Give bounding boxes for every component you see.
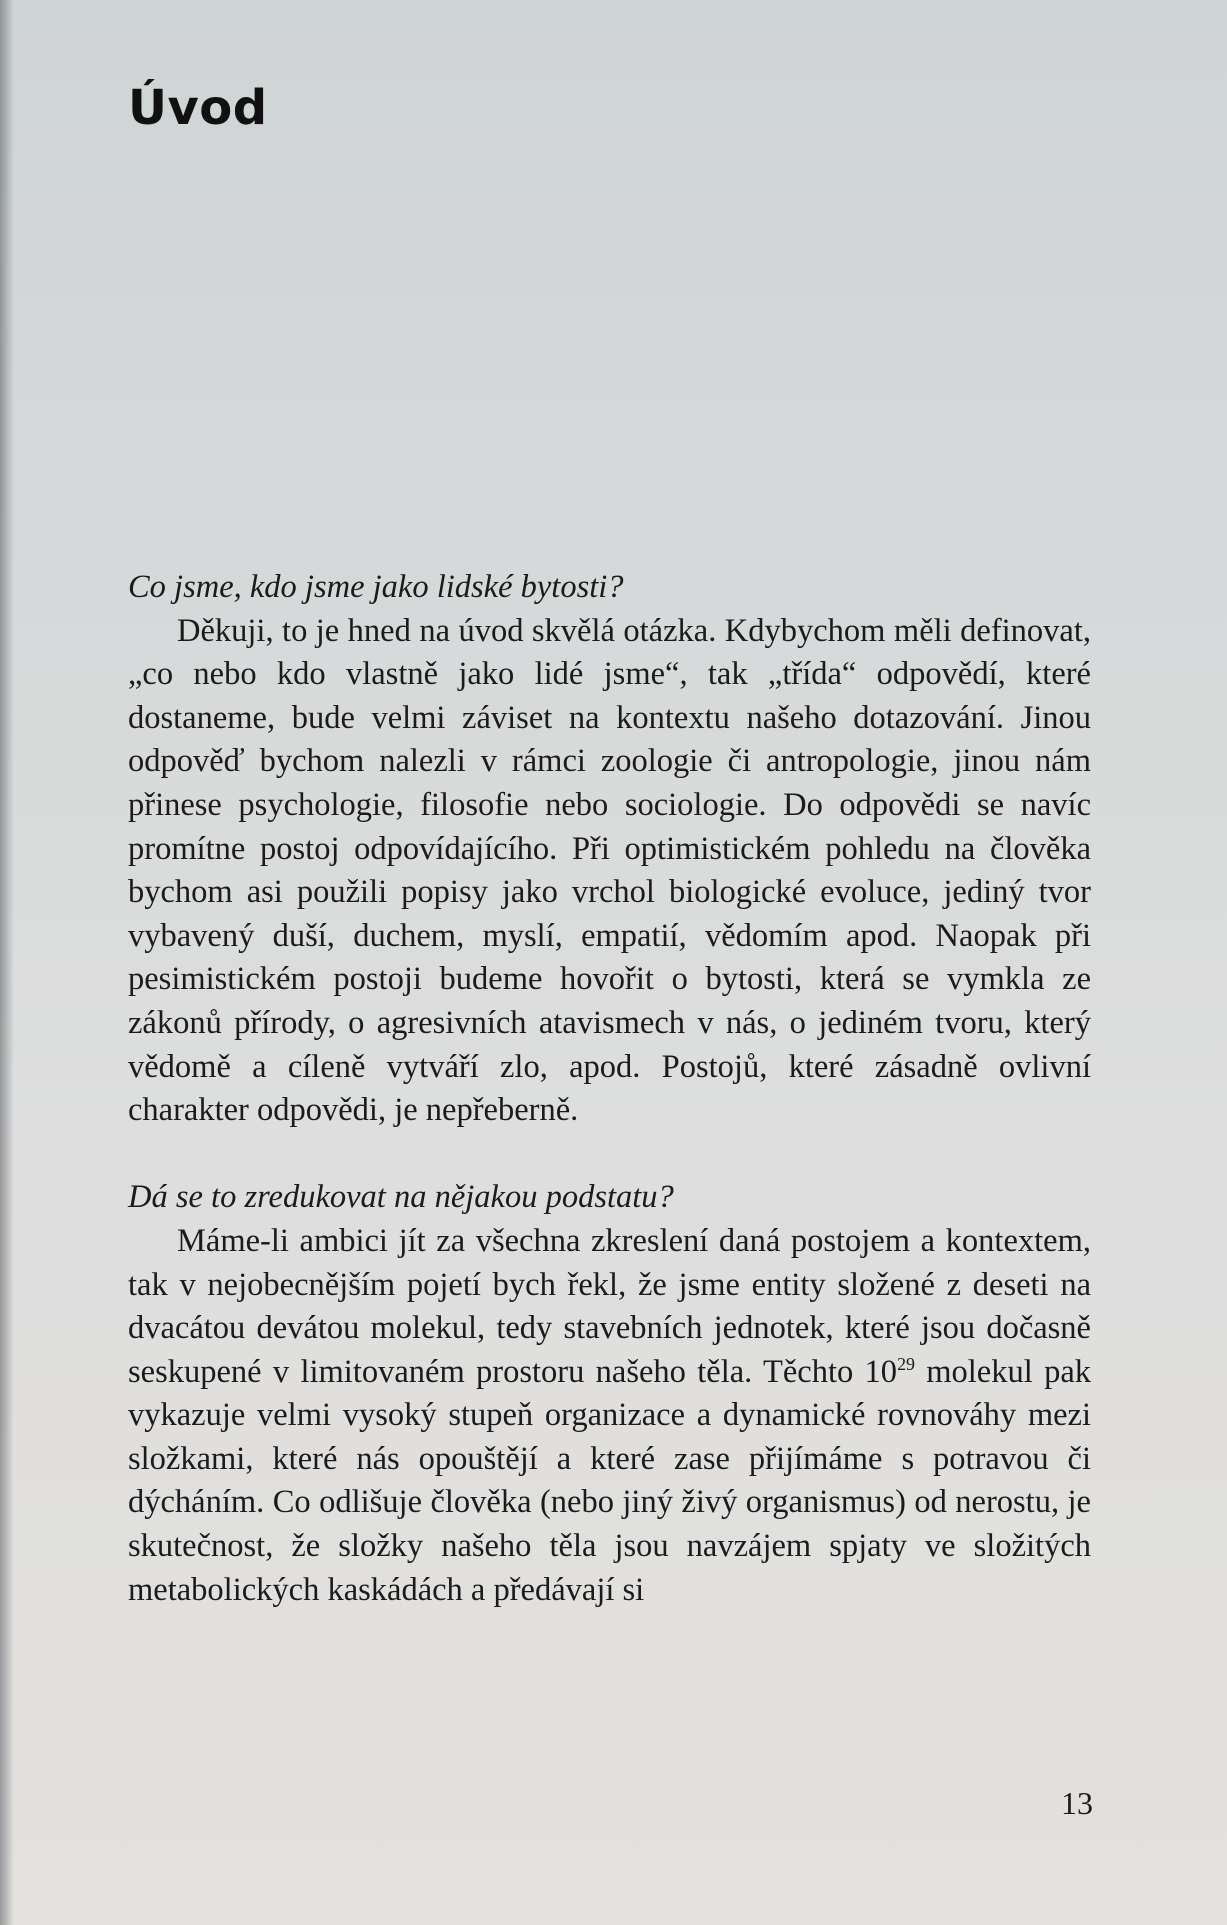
section-paragraph-2	[128, 1220, 1091, 1612]
body-text	[128, 566, 1091, 1612]
paragraph-2-part-1: Máme-li ambici jít za všechna zkreslení daná postojem a kontextem, tak v nejobecnějším pojetí bych řekl, že jsme entity složené z deseti na dvacátou devátou molekul, tedy stavebních jednotek, které jsou dočasně seskupené v limitovaném prostoru našeho těla. Těchto 10	[128, 1222, 1091, 1390]
paragraph-2-part-2: molekul pak vykazuje velmi vysoký stupeň organizace a dynamické rovnováhy mezi složkami, které nás opouštějí a které zase přijímáme s potravou či dýcháním. Co odlišuje člověka (nebo jiný živý organismus) od nerostu, je skutečnost, že složky našeho těla jsou navzájem spjaty ve složitých metabolických kaskádách a předávají si	[128, 1353, 1091, 1608]
section-question-2: Dá se to zredukovat na nějakou podstatu?	[128, 1179, 674, 1216]
section-paragraph-1: Děkuji, to je hned na úvod skvělá otázka. Kdybychom měli definovat, „co nebo kdo vlastně jako lidé jsme“, tak „třída“ odpovědí, které dostaneme, bude velmi záviset na kontextu našeho dotazování. Jinou odpověď bychom nalezli v rámci zoologie či antropologie, jinou nám přinese psychologie, filosofie nebo sociologie. Do odpovědi se navíc promítne postoj odpovídajícího. Při optimistickém pohledu na člověka bychom asi použili popisy jako vrchol biologické evoluce, jediný tvor vybavený duší, duchem, myslí, empatií, vědomím apod. Naopak při pesimistickém postoji budeme hovořit o bytosti, která se vymkla ze zákonů přírody, o agresivních atavismech v nás, o jediném tvoru, který vědomě a cíleně vytváří zlo, apod. Postojů, které zásadně ovlivní charakter odpovědi, je nepřeberně.	[128, 612, 1091, 1129]
exponent-superscript: 29	[897, 1353, 915, 1374]
page-number: 13	[1061, 1785, 1093, 1821]
section-gap	[128, 1133, 1091, 1177]
section-question-1: Co jsme, kdo jsme jako lidské bytosti?	[128, 569, 624, 605]
page-edge-shadow	[0, 0, 14, 1925]
chapter-title: Úvod	[128, 80, 268, 136]
